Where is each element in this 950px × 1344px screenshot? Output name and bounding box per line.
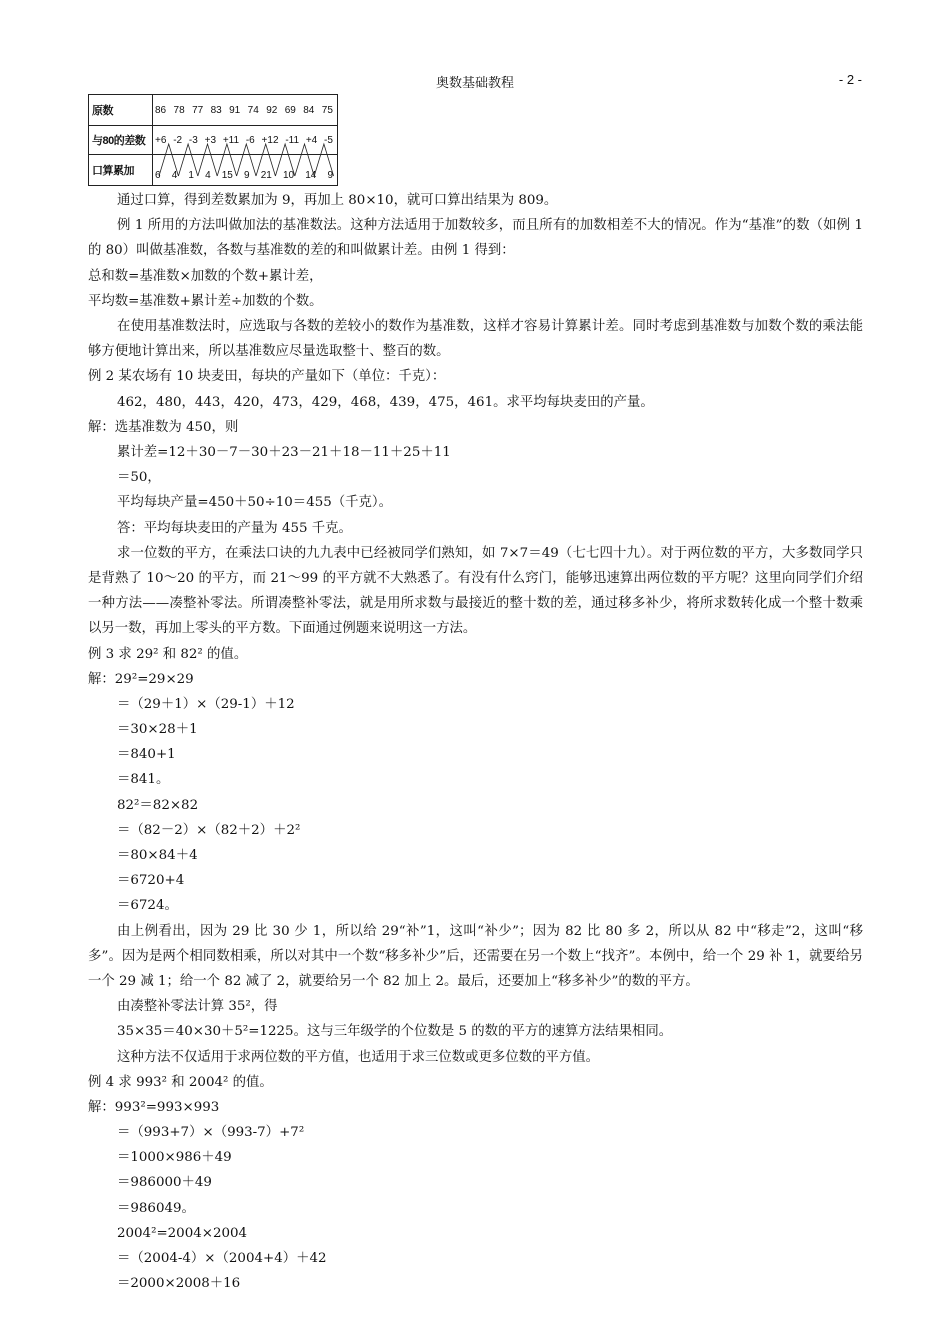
table-cell: 6	[155, 170, 161, 181]
text-line: 2004²=2004×2004	[117, 1225, 248, 1241]
text-line: ＝（2004-4）×（2004+4）＋42	[117, 1251, 327, 1267]
text-line: 解：993²=993×993	[88, 1099, 220, 1115]
table-cell: 74	[247, 104, 259, 116]
text-line: 平均每块产量=450＋50÷10＝455（千克）。	[117, 495, 393, 511]
text-line: ＝840+1	[117, 747, 176, 763]
table-cell: -2	[173, 134, 183, 146]
table-cell: +11	[222, 134, 240, 146]
table-cell: 84	[303, 104, 315, 116]
table-cell: 91	[229, 104, 241, 116]
paragraph: 例 1 所用的方法叫做加法的基准数法。这种方法适用于加数较多，而且所有的加数相差不大的情况。作为“基准”的数（如例 1 的 80）叫做基准数，各数与基准数的差的和叫做累计差。由例 1 得到：	[88, 218, 863, 259]
paragraph: 在使用基准数法时，应选取与各数的差较小的数作为基准数，这样才容易计算累计差。同时考虑到基准数与加数个数的乘法能够方便地计算出来，所以基准数应尽量选取整十、整百的数。	[88, 318, 863, 360]
table-cell: 4	[205, 170, 211, 181]
table-cell: 15	[221, 170, 233, 181]
paragraph: 由上例看出，因为 29 比 30 少 1，所以给 29“补”1，这叫“补少”；因为 82 比 80 多 2，所以从 82 中“移走”2，这叫“移多”。因为是两个相同数相乘，所以对其中一个数“移多补少”后，还需要在另一个数上“找齐”。本例中，给一个 29 补 1，就要给另一个 29 减 1；给一个 82 减了 2，就要给另一个 82 加上 2。最后，还要加上“移多补少”的数的平方。	[88, 923, 863, 989]
table-cell: 69	[284, 104, 296, 116]
text-line: 解：29²=29×29	[88, 671, 194, 687]
text-line: ＝（993+7）×（993-7）+7²	[117, 1125, 305, 1141]
table-cell: 86	[155, 104, 167, 116]
text-line: ＝2000×2008＋16	[117, 1276, 241, 1292]
document-body	[88, 188, 863, 1296]
page-header-title: 奥数基础教程	[435, 76, 514, 91]
difference-table	[88, 94, 338, 186]
text-line: 解：选基准数为 450，则	[88, 419, 239, 435]
page-number: - 2 -	[838, 72, 862, 87]
row-label: 原数	[89, 95, 153, 125]
table-row-cumulative	[89, 155, 337, 185]
row-label: 与80的差数	[89, 126, 153, 154]
text-line: 总和数=基准数×加数的个数+累计差，	[88, 268, 323, 284]
table-cell: -3	[188, 134, 198, 146]
text-line: 462，480，443，420，473，429，468，439，475，461。求平均每块麦田的产量。	[117, 394, 654, 410]
table-row-original	[89, 95, 337, 126]
table-cell: -11	[285, 134, 300, 146]
table-cell: +12	[261, 134, 279, 146]
text-line: 平均数=基准数+累计差÷加数的个数。	[88, 293, 323, 309]
table-cell: +6	[155, 134, 167, 146]
table-cell: 83	[210, 104, 222, 116]
table-cell: +3	[204, 134, 217, 146]
table-row-difference	[89, 126, 337, 155]
table-cell: 75	[321, 104, 333, 116]
table-cell: 92	[266, 104, 278, 116]
text-line: ＝6720+4	[117, 873, 185, 889]
table-cell: 9	[244, 170, 250, 181]
text-line: ＝30×28＋1	[117, 722, 198, 738]
text-line: 累计差=12＋30－7－30＋23－21＋18－11＋25＋11	[117, 444, 451, 460]
table-cell: 21	[260, 170, 272, 181]
text-line: 例 4 求 993² 和 2004² 的值。	[88, 1074, 273, 1090]
text-line: ＝841。	[117, 772, 170, 788]
text-line: 82²＝82×82	[117, 797, 199, 813]
text-line: ＝986049。	[117, 1200, 195, 1216]
text-line: 例 3 求 29² 和 82² 的值。	[88, 646, 248, 662]
row-label: 口算累加	[89, 155, 153, 185]
table-cell: +4	[305, 134, 318, 146]
paragraph: 求一位数的平方，在乘法口诀的九九表中已经被同学们熟知，如 7×7＝49（七七四十九）。对于两位数的平方，大多数同学只是背熟了 10～20 的平方，而 21～99 的平方就不大熟悉了。有没有什么窍门，能够迅速算出两位数的平方呢？这里向同学们介绍一种方法——凑整补零法。所谓凑整补零法，就是用所求数与最接近的整十数的差，通过移多补少，将所求数转化成一个整十数乘以另一数，再加上零头的平方数。下面通过例题来说明这一方法。	[88, 545, 863, 637]
text-line: ＝（82－2）×（82＋2）＋2²	[117, 822, 301, 838]
table-cell: 10	[282, 170, 295, 181]
table-cell: 1	[188, 170, 194, 181]
table-cell: 78	[173, 104, 185, 116]
table-cell: 9	[327, 170, 333, 181]
text-line: 答：平均每块麦田的产量为 455 千克。	[117, 520, 352, 536]
text-line: 这种方法不仅适用于求两位数的平方值，也适用于求三位数或更多位数的平方值。	[117, 1049, 600, 1065]
text-line: ＝50，	[117, 470, 161, 486]
text-line: ＝（29＋1）×（29-1）＋12	[117, 696, 295, 712]
table-cell: -5	[324, 134, 333, 146]
text-line: 例 2 某农场有 10 块麦田，每块的产量如下（单位：千克）：	[88, 369, 446, 385]
table-cell: 77	[192, 104, 204, 116]
text-line: ＝986000＋49	[117, 1175, 212, 1191]
text-line: 由凑整补零法计算 35²，得	[117, 999, 278, 1015]
text-line: ＝1000×986＋49	[117, 1150, 232, 1166]
text-line: 通过口算，得到差数累加为 9，再加上 80×10，就可口算出结果为 809。	[117, 193, 558, 208]
table-cell: 14	[305, 170, 317, 181]
table-cell: 4	[171, 170, 178, 181]
text-line: ＝6724。	[117, 898, 178, 914]
table-cell: -6	[245, 134, 255, 146]
text-line: 35×35＝40×30＋5²=1225。这与三年级学的个位数是 5 的数的平方的速算方法结果相同。	[117, 1024, 673, 1040]
text-line: ＝80×84＋4	[117, 848, 198, 863]
